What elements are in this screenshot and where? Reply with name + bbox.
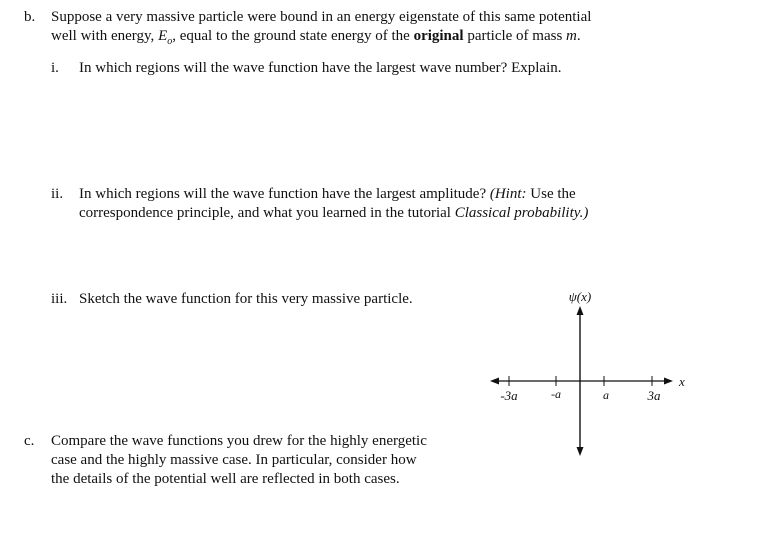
question-iii-text: Sketch the wave function for this very massive particle. <box>79 291 413 307</box>
part-c-label: c. <box>24 433 35 449</box>
x-axis-arrow-left <box>490 378 499 385</box>
part-c-line-2: case and the highly massive case. In particular, consider how <box>51 452 417 468</box>
part-c-line-1: Compare the wave functions you drew for the highly energetic <box>51 433 427 449</box>
hint-label: (Hint: <box>489 186 527 202</box>
x-axis-arrow-right <box>664 378 673 385</box>
question-i-label: i. <box>51 60 59 76</box>
y-axis-label: ψ(x) <box>568 289 592 304</box>
y-axis-arrow-down <box>577 447 584 456</box>
question-ii-label: ii. <box>51 186 64 202</box>
part-b-line-1: Suppose a very massive particle were bound in an energy eigenstate of this same potential <box>51 9 592 25</box>
tick-label-a: a <box>603 388 609 402</box>
tick-label-minus-3a: -3a <box>500 388 518 403</box>
tick-label-3a: 3a <box>647 388 661 403</box>
tutorial-name: Classical probability.) <box>454 205 589 221</box>
part-c-line-3: the details of the potential well are reflected in both cases. <box>51 471 400 487</box>
energy-symbol: E <box>158 28 168 44</box>
part-b-label: b. <box>24 9 36 25</box>
question-i-text: In which regions will the wave function have the largest wave number? Explain. <box>79 60 562 76</box>
original-emphasis: original <box>413 28 464 44</box>
tick-label-minus-a: -a <box>551 387 561 401</box>
x-axis-label: x <box>679 374 685 389</box>
mass-symbol: m <box>566 28 577 44</box>
question-ii-line-1: In which regions will the wave function have the largest amplitude? (Hint: Use the <box>79 186 576 202</box>
energy-subscript: o <box>167 36 173 47</box>
y-axis-arrow-up <box>577 306 584 315</box>
question-ii-line-2: correspondence principle, and what you learned in the tutorial Classical probability.) <box>79 205 589 221</box>
part-b-line-2: well with energy, $E_o$, equal to the ground state energy of the original particle of mass m. <box>51 28 581 47</box>
question-iii-label: iii. <box>51 291 68 307</box>
